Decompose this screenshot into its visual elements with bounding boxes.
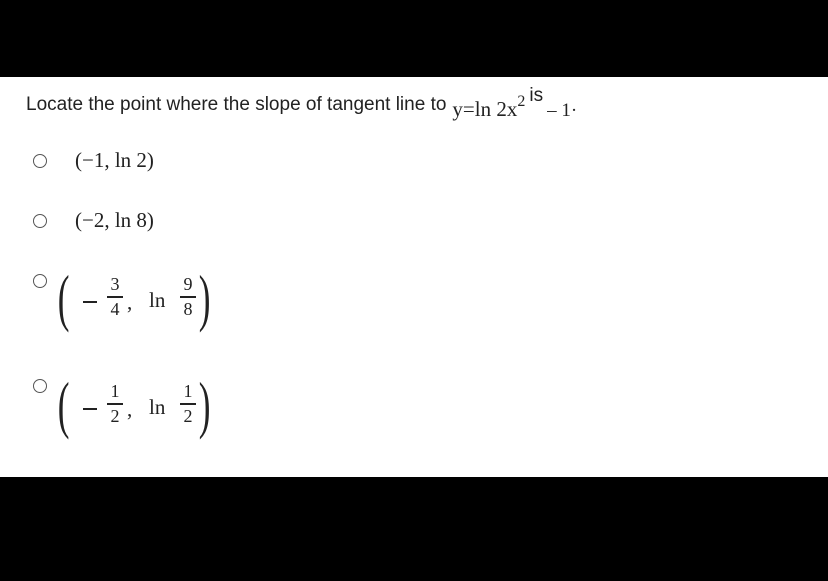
comma: , (127, 290, 133, 314)
radio-button-2[interactable] (33, 214, 47, 228)
ln-label: ln (149, 288, 166, 312)
x-numerator: 1 (110, 381, 120, 401)
fraction-bar (107, 296, 123, 298)
y-denominator: 8 (183, 298, 193, 319)
option-1-text: (−1, ln 2) (75, 148, 154, 172)
radio-button-1[interactable] (33, 154, 47, 168)
equation-exponent: 2 (517, 93, 526, 110)
left-paren: ( (57, 369, 70, 440)
radio-button-3[interactable] (33, 274, 47, 288)
fraction-bar (107, 403, 123, 405)
comma: , (127, 397, 133, 421)
ln-label: ln (149, 395, 166, 419)
question-prefix: Locate the point where the slope of tangent line to (26, 94, 447, 115)
y-numerator: 9 (183, 274, 193, 294)
right-paren: ) (198, 369, 211, 440)
radio-button-4[interactable] (33, 379, 47, 393)
fraction-bar (180, 296, 196, 298)
minus-sign (83, 408, 97, 410)
minus-sign (83, 301, 97, 303)
x-denominator: 2 (110, 405, 120, 426)
option-3-x-fraction (107, 275, 123, 318)
question-equation (452, 93, 526, 121)
option-4-x-fraction (107, 382, 123, 425)
fraction-bar (180, 403, 196, 405)
question-is-word: is (529, 85, 544, 106)
left-paren: ( (57, 262, 70, 333)
equation-base: y=ln 2x (452, 97, 518, 121)
x-denominator: 4 (110, 298, 120, 319)
option-4-y-fraction (180, 382, 196, 425)
right-paren: ) (198, 262, 211, 333)
option-3-y-fraction (180, 275, 196, 318)
y-denominator: 2 (183, 405, 193, 426)
option-2-text: (−2, ln 8) (75, 208, 154, 232)
question-text (26, 85, 578, 121)
x-numerator: 3 (110, 274, 120, 294)
y-numerator: 1 (183, 381, 193, 401)
question-value: – 1· (547, 100, 578, 121)
question-panel (0, 77, 828, 477)
